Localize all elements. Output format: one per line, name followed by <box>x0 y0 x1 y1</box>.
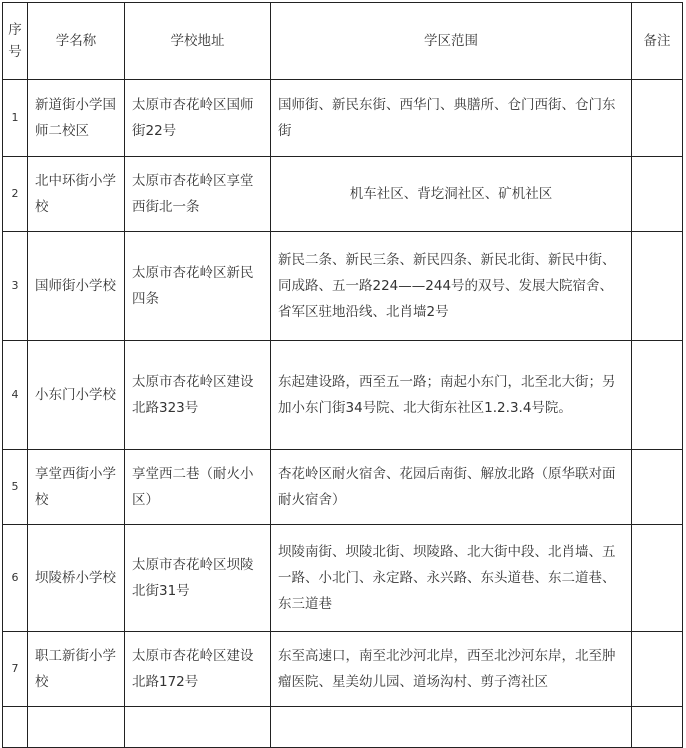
header-district: 学区范围 <box>271 3 632 80</box>
table-row <box>3 341 683 450</box>
cell-remark <box>632 525 683 632</box>
table-row <box>3 450 683 525</box>
school-district-table <box>2 2 683 748</box>
header-name: 学名称 <box>28 3 125 80</box>
cell-remark <box>632 632 683 707</box>
cell-seq <box>3 707 28 748</box>
cell-address: 太原市杏花岭区建设北路172号 <box>125 632 271 707</box>
header-seq: 序号 <box>3 3 28 80</box>
table-header-row <box>3 3 683 80</box>
cell-seq: 2 <box>3 157 28 232</box>
cell-school-name: 小东门小学校 <box>28 341 125 450</box>
cell-address: 享堂西二巷（耐火小区） <box>125 450 271 525</box>
cell-district: 杏花岭区耐火宿舍、花园后南街、解放北路（原华联对面耐火宿舍） <box>271 450 632 525</box>
table-row <box>3 525 683 632</box>
cell-district: 东至高速口，南至北沙河北岸，西至北沙河东岸，北至肿瘤医院、星美幼儿园、道场沟村、剪子湾社区 <box>271 632 632 707</box>
cell-remark <box>632 157 683 232</box>
cell-seq: 6 <box>3 525 28 632</box>
cell-remark <box>632 341 683 450</box>
cell-address <box>125 707 271 748</box>
cell-remark <box>632 232 683 341</box>
cell-district: 坝陵南街、坝陵北街、坝陵路、北大街中段、北肖墙、五一路、小北门、永定路、永兴路、东头道巷、东二道巷、东三道巷 <box>271 525 632 632</box>
cell-seq: 4 <box>3 341 28 450</box>
cell-district <box>271 707 632 748</box>
table-row <box>3 80 683 157</box>
table-row <box>3 632 683 707</box>
cell-school-name: 职工新街小学校 <box>28 632 125 707</box>
cell-address: 太原市杏花岭区建设北路323号 <box>125 341 271 450</box>
header-remark: 备注 <box>632 3 683 80</box>
cell-address: 太原市杏花岭区国师街22号 <box>125 80 271 157</box>
cell-remark <box>632 450 683 525</box>
cell-address: 太原市杏花岭区坝陵北街31号 <box>125 525 271 632</box>
cell-seq: 3 <box>3 232 28 341</box>
cell-district: 东起建设路，西至五一路；南起小东门，北至北大街；另加小东门街34号院、北大街东社区1.2.3.4号院。 <box>271 341 632 450</box>
header-address: 学校地址 <box>125 3 271 80</box>
cell-district: 国师街、新民东街、西华门、典膳所、仓门西街、仓门东街 <box>271 80 632 157</box>
cell-school-name: 北中环街小学校 <box>28 157 125 232</box>
table-row <box>3 232 683 341</box>
cell-school-name <box>28 707 125 748</box>
cell-school-name: 国师街小学校 <box>28 232 125 341</box>
cell-remark <box>632 707 683 748</box>
cell-school-name: 享堂西街小学校 <box>28 450 125 525</box>
cell-remark <box>632 80 683 157</box>
cell-address: 太原市杏花岭区新民四条 <box>125 232 271 341</box>
cell-district: 新民二条、新民三条、新民四条、新民北街、新民中街、同成路、五一路224——244号的双号、发展大院宿舍、省军区驻地沿线、北肖墙2号 <box>271 232 632 341</box>
table-row <box>3 157 683 232</box>
cell-school-name: 坝陵桥小学校 <box>28 525 125 632</box>
table-row <box>3 707 683 748</box>
cell-school-name: 新道街小学国师二校区 <box>28 80 125 157</box>
cell-seq: 1 <box>3 80 28 157</box>
cell-seq: 7 <box>3 632 28 707</box>
cell-seq: 5 <box>3 450 28 525</box>
cell-district: 机车社区、背圪洞社区、矿机社区 <box>271 157 632 232</box>
cell-address: 太原市杏花岭区享堂西街北一条 <box>125 157 271 232</box>
